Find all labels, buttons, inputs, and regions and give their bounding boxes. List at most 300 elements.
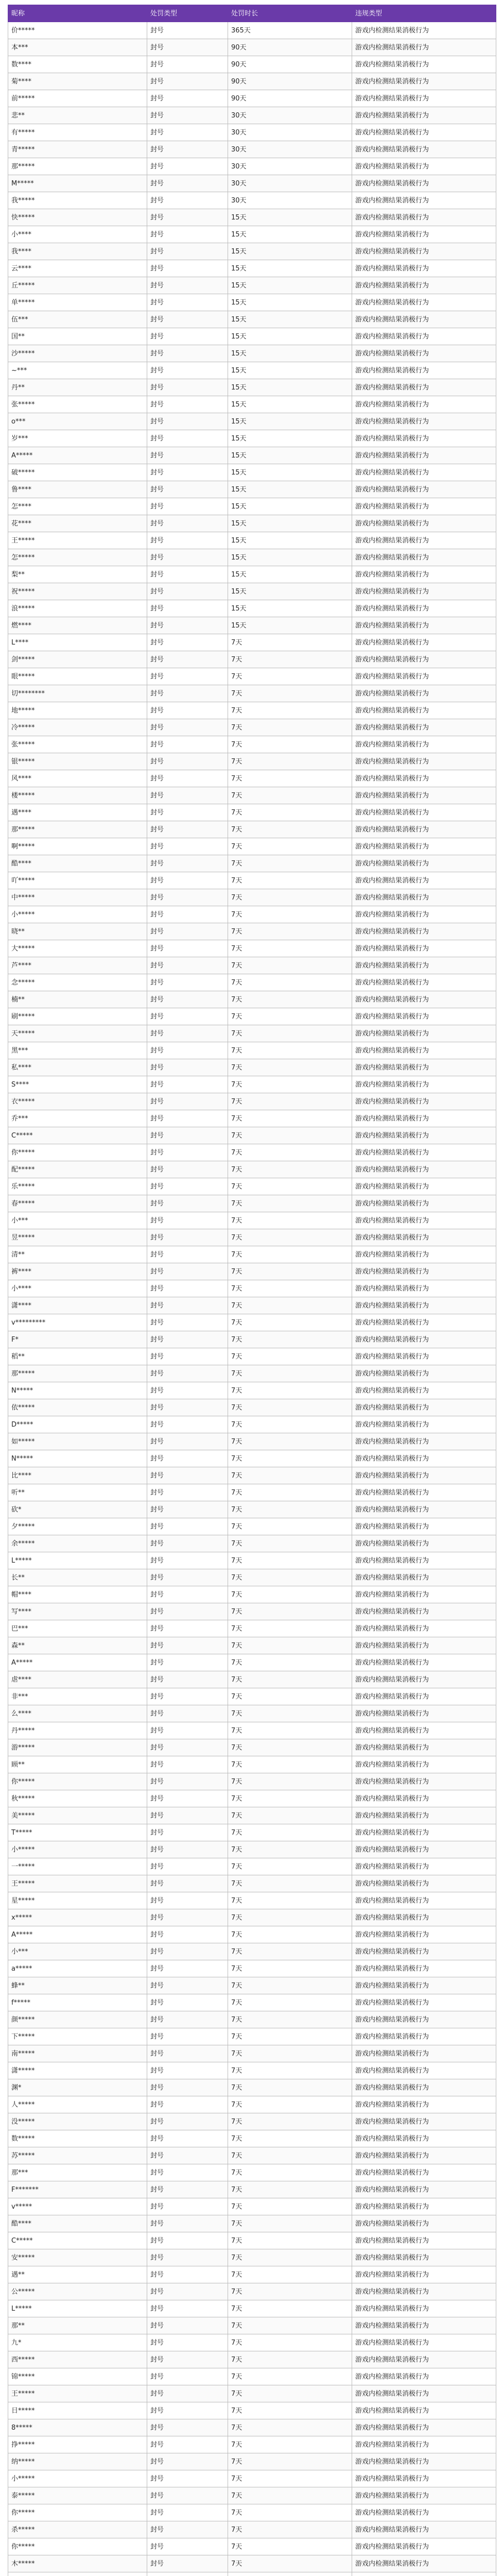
cell-penalty-duration: 7天 bbox=[228, 1297, 352, 1314]
cell-nickname: 你***** bbox=[8, 1144, 147, 1161]
cell-penalty-type: 封号 bbox=[147, 1467, 228, 1484]
cell-nickname: 没***** bbox=[8, 2113, 147, 2130]
cell-nickname: 你***** bbox=[8, 2538, 147, 2555]
table-row bbox=[8, 192, 496, 209]
cell-penalty-type: 封号 bbox=[147, 311, 228, 328]
cell-penalty-duration: 7天 bbox=[228, 2402, 352, 2419]
cell-violation-type: 游戏内检测结果消极行为 bbox=[352, 1297, 496, 1314]
cell-penalty-duration: 7天 bbox=[228, 1909, 352, 1926]
cell-penalty-duration: 15天 bbox=[228, 583, 352, 600]
cell-penalty-duration: 7天 bbox=[228, 1263, 352, 1280]
cell-nickname: 渊* bbox=[8, 2079, 147, 2096]
cell-penalty-type: 封号 bbox=[147, 277, 228, 294]
table-row bbox=[8, 1807, 496, 1824]
cell-penalty-duration: 15天 bbox=[228, 294, 352, 311]
cell-penalty-duration: 15天 bbox=[228, 226, 352, 243]
cell-penalty-type: 封号 bbox=[147, 2470, 228, 2487]
cell-penalty-duration: 7天 bbox=[228, 2011, 352, 2028]
cell-violation-type: 游戏内检测结果消极行为 bbox=[352, 1841, 496, 1858]
cell-penalty-type: 封号 bbox=[147, 1433, 228, 1450]
cell-violation-type: 游戏内检测结果消极行为 bbox=[352, 107, 496, 124]
table-row bbox=[8, 1943, 496, 1960]
cell-penalty-duration: 30天 bbox=[228, 158, 352, 175]
cell-violation-type: 游戏内检测结果消极行为 bbox=[352, 243, 496, 260]
cell-penalty-duration: 7天 bbox=[228, 1569, 352, 1586]
cell-nickname: 8***** bbox=[8, 2419, 147, 2436]
cell-penalty-type: 封号 bbox=[147, 1365, 228, 1382]
table-row bbox=[8, 2300, 496, 2317]
cell-nickname: 那*** bbox=[8, 2164, 147, 2181]
cell-nickname: 有***** bbox=[8, 124, 147, 141]
cell-penalty-type: 封号 bbox=[147, 1297, 228, 1314]
cell-nickname: 小***** bbox=[8, 1841, 147, 1858]
cell-penalty-duration: 7天 bbox=[228, 1518, 352, 1535]
cell-penalty-type: 封号 bbox=[147, 2045, 228, 2062]
cell-nickname: 菊**** bbox=[8, 73, 147, 90]
cell-nickname: 数**** bbox=[8, 56, 147, 73]
cell-penalty-duration: 7天 bbox=[228, 2249, 352, 2266]
table-row bbox=[8, 1620, 496, 1637]
cell-penalty-type: 封号 bbox=[147, 2147, 228, 2164]
cell-nickname: 单***** bbox=[8, 294, 147, 311]
cell-penalty-type: 封号 bbox=[147, 685, 228, 702]
table-row bbox=[8, 1688, 496, 1705]
cell-nickname: 小***** bbox=[8, 2470, 147, 2487]
cell-penalty-type: 封号 bbox=[147, 73, 228, 90]
cell-penalty-duration: 7天 bbox=[228, 2300, 352, 2317]
cell-penalty-type: 封号 bbox=[147, 1773, 228, 1790]
cell-penalty-type: 封号 bbox=[147, 1416, 228, 1433]
cell-violation-type: 游戏内检测结果消极行为 bbox=[352, 719, 496, 736]
table-row bbox=[8, 668, 496, 685]
table-row bbox=[8, 1229, 496, 1246]
cell-nickname: 数***** bbox=[8, 2130, 147, 2147]
cell-penalty-duration: 7天 bbox=[228, 2317, 352, 2334]
cell-nickname: 砍* bbox=[8, 1501, 147, 1518]
table-row bbox=[8, 90, 496, 107]
cell-penalty-duration: 7天 bbox=[228, 1671, 352, 1688]
cell-violation-type: 游戏内检测结果消极行为 bbox=[352, 1603, 496, 1620]
cell-penalty-type: 封号 bbox=[147, 1688, 228, 1705]
cell-nickname: 剑***** bbox=[8, 651, 147, 668]
cell-nickname: D***** bbox=[8, 1416, 147, 1433]
cell-violation-type: 游戏内检测结果消极行为 bbox=[352, 787, 496, 804]
table-row bbox=[8, 804, 496, 821]
cell-penalty-type: 封号 bbox=[147, 90, 228, 107]
cell-violation-type: 游戏内检测结果消极行为 bbox=[352, 566, 496, 583]
cell-violation-type: 游戏内检测结果消极行为 bbox=[352, 1195, 496, 1212]
cell-penalty-type: 封号 bbox=[147, 1331, 228, 1348]
cell-penalty-type: 封号 bbox=[147, 770, 228, 787]
cell-violation-type: 游戏内检测结果消极行为 bbox=[352, 957, 496, 974]
cell-nickname: 小*** bbox=[8, 1943, 147, 1960]
table-row bbox=[8, 1416, 496, 1433]
table-row bbox=[8, 1518, 496, 1535]
table-row bbox=[8, 736, 496, 753]
cell-nickname: 花**** bbox=[8, 515, 147, 532]
table-row bbox=[8, 1144, 496, 1161]
cell-nickname: 破***** bbox=[8, 464, 147, 481]
cell-penalty-type: 封号 bbox=[147, 1518, 228, 1535]
cell-penalty-type: 封号 bbox=[147, 702, 228, 719]
cell-nickname: 云**** bbox=[8, 260, 147, 277]
cell-penalty-duration: 7天 bbox=[228, 1416, 352, 1433]
cell-penalty-type: 封号 bbox=[147, 1722, 228, 1739]
cell-nickname: a***** bbox=[8, 1960, 147, 1977]
cell-nickname: 日***** bbox=[8, 2402, 147, 2419]
cell-nickname: L**** bbox=[8, 634, 147, 651]
cell-violation-type: 游戏内检测结果消极行为 bbox=[352, 430, 496, 447]
cell-penalty-type: 封号 bbox=[147, 1076, 228, 1093]
cell-penalty-duration: 7天 bbox=[228, 1892, 352, 1909]
cell-nickname: x***** bbox=[8, 1909, 147, 1926]
cell-nickname: ~*** bbox=[8, 362, 147, 379]
table-row bbox=[8, 1824, 496, 1841]
table-row bbox=[8, 1484, 496, 1501]
cell-nickname: 蜂** bbox=[8, 1977, 147, 1994]
cell-nickname: 眼***** bbox=[8, 668, 147, 685]
cell-penalty-duration: 15天 bbox=[228, 549, 352, 566]
cell-violation-type: 游戏内检测结果消极行为 bbox=[352, 1909, 496, 1926]
cell-penalty-duration: 7天 bbox=[228, 1603, 352, 1620]
table-row bbox=[8, 1909, 496, 1926]
cell-nickname: 人***** bbox=[8, 2096, 147, 2113]
cell-nickname: 余***** bbox=[8, 1535, 147, 1552]
cell-penalty-type: 封号 bbox=[147, 1790, 228, 1807]
cell-penalty-duration: 7天 bbox=[228, 651, 352, 668]
cell-penalty-type: 封号 bbox=[147, 872, 228, 889]
cell-penalty-duration: 7天 bbox=[228, 1688, 352, 1705]
cell-violation-type: 游戏内检测结果消极行为 bbox=[352, 906, 496, 923]
cell-penalty-type: 封号 bbox=[147, 107, 228, 124]
cell-penalty-type: 封号 bbox=[147, 175, 228, 192]
cell-violation-type: 游戏内检测结果消极行为 bbox=[352, 855, 496, 872]
cell-penalty-duration: 7天 bbox=[228, 753, 352, 770]
cell-penalty-type: 封号 bbox=[147, 804, 228, 821]
table-row bbox=[8, 2453, 496, 2470]
cell-violation-type: 游戏内检测结果消极行为 bbox=[352, 940, 496, 957]
cell-penalty-duration: 15天 bbox=[228, 481, 352, 498]
cell-nickname: 泰***** bbox=[8, 2487, 147, 2504]
cell-penalty-type: 封号 bbox=[147, 1943, 228, 1960]
cell-penalty-duration: 7天 bbox=[228, 719, 352, 736]
cell-penalty-duration: 7天 bbox=[228, 1586, 352, 1603]
table-row bbox=[8, 617, 496, 634]
cell-violation-type: 游戏内检测结果消极行为 bbox=[352, 1314, 496, 1331]
cell-penalty-type: 封号 bbox=[147, 2011, 228, 2028]
table-row bbox=[8, 1280, 496, 1297]
header-nickname: 昵称 bbox=[8, 5, 147, 22]
table-row bbox=[8, 2385, 496, 2402]
cell-penalty-duration: 7天 bbox=[228, 1824, 352, 1841]
cell-penalty-duration: 15天 bbox=[228, 430, 352, 447]
cell-penalty-type: 封号 bbox=[147, 39, 228, 56]
table-row bbox=[8, 974, 496, 991]
cell-penalty-type: 封号 bbox=[147, 889, 228, 906]
cell-penalty-duration: 7天 bbox=[228, 1858, 352, 1875]
cell-violation-type: 游戏内检测结果消极行为 bbox=[352, 770, 496, 787]
cell-penalty-duration: 7天 bbox=[228, 1875, 352, 1892]
cell-penalty-duration: 7天 bbox=[228, 1450, 352, 1467]
cell-penalty-type: 封号 bbox=[147, 1178, 228, 1195]
cell-nickname: 地***** bbox=[8, 702, 147, 719]
cell-penalty-duration: 7天 bbox=[228, 2266, 352, 2283]
cell-penalty-duration: 7天 bbox=[228, 2113, 352, 2130]
cell-violation-type: 游戏内检测结果消极行为 bbox=[352, 1246, 496, 1263]
cell-violation-type: 游戏内检测结果消极行为 bbox=[352, 1824, 496, 1841]
cell-penalty-type: 封号 bbox=[147, 1280, 228, 1297]
cell-penalty-type: 封号 bbox=[147, 1093, 228, 1110]
cell-penalty-type: 封号 bbox=[147, 2402, 228, 2419]
cell-penalty-type: 封号 bbox=[147, 1059, 228, 1076]
cell-nickname: N***** bbox=[8, 1382, 147, 1399]
cell-penalty-duration: 7天 bbox=[228, 2351, 352, 2368]
cell-nickname: 乔*** bbox=[8, 1110, 147, 1127]
table-row bbox=[8, 1110, 496, 1127]
table-row bbox=[8, 2079, 496, 2096]
cell-penalty-duration: 7天 bbox=[228, 1773, 352, 1790]
cell-penalty-type: 封号 bbox=[147, 515, 228, 532]
cell-nickname: 本*** bbox=[8, 39, 147, 56]
cell-penalty-type: 封号 bbox=[147, 787, 228, 804]
cell-nickname: 乐***** bbox=[8, 1178, 147, 1195]
cell-penalty-type: 封号 bbox=[147, 940, 228, 957]
cell-penalty-duration: 7天 bbox=[228, 1501, 352, 1518]
cell-penalty-type: 封号 bbox=[147, 2538, 228, 2555]
cell-penalty-type: 封号 bbox=[147, 974, 228, 991]
cell-nickname: 纳***** bbox=[8, 2453, 147, 2470]
cell-violation-type: 游戏内检测结果消极行为 bbox=[352, 1348, 496, 1365]
cell-nickname: 切******** bbox=[8, 685, 147, 702]
cell-penalty-duration: 7天 bbox=[228, 1365, 352, 1382]
cell-penalty-duration: 15天 bbox=[228, 311, 352, 328]
table-row bbox=[8, 1382, 496, 1399]
cell-penalty-duration: 7天 bbox=[228, 2283, 352, 2300]
cell-violation-type: 游戏内检测结果消极行为 bbox=[352, 1892, 496, 1909]
table-row bbox=[8, 481, 496, 498]
cell-violation-type: 游戏内检测结果消极行为 bbox=[352, 1093, 496, 1110]
cell-penalty-duration: 7天 bbox=[228, 821, 352, 838]
cell-penalty-type: 封号 bbox=[147, 566, 228, 583]
cell-nickname: 张***** bbox=[8, 736, 147, 753]
cell-penalty-duration: 7天 bbox=[228, 1314, 352, 1331]
cell-violation-type: 游戏内检测结果消极行为 bbox=[352, 464, 496, 481]
cell-violation-type: 游戏内检测结果消极行为 bbox=[352, 821, 496, 838]
table-row bbox=[8, 73, 496, 90]
table-row bbox=[8, 923, 496, 940]
table-row bbox=[8, 1093, 496, 1110]
cell-violation-type: 游戏内检测结果消极行为 bbox=[352, 872, 496, 889]
cell-penalty-type: 封号 bbox=[147, 2317, 228, 2334]
cell-penalty-type: 封号 bbox=[147, 753, 228, 770]
cell-penalty-duration: 7天 bbox=[228, 1076, 352, 1093]
cell-penalty-type: 封号 bbox=[147, 379, 228, 396]
cell-penalty-duration: 15天 bbox=[228, 209, 352, 226]
cell-violation-type: 游戏内检测结果消极行为 bbox=[352, 2147, 496, 2164]
table-row bbox=[8, 56, 496, 73]
cell-violation-type: 游戏内检测结果消极行为 bbox=[352, 2385, 496, 2402]
cell-penalty-duration: 7天 bbox=[228, 1994, 352, 2011]
cell-nickname: L***** bbox=[8, 2300, 147, 2317]
cell-nickname: T***** bbox=[8, 1824, 147, 1841]
cell-penalty-type: 封号 bbox=[147, 1671, 228, 1688]
cell-violation-type: 游戏内检测结果消极行为 bbox=[352, 1178, 496, 1195]
cell-violation-type: 游戏内检测结果消极行为 bbox=[352, 2300, 496, 2317]
cell-nickname: 依***** bbox=[8, 1399, 147, 1416]
cell-penalty-type: 封号 bbox=[147, 1603, 228, 1620]
table-row bbox=[8, 2164, 496, 2181]
header-penalty-type: 处罚类型 bbox=[147, 5, 228, 22]
table-row bbox=[8, 1858, 496, 1875]
cell-penalty-type: 封号 bbox=[147, 1110, 228, 1127]
table-row bbox=[8, 175, 496, 192]
cell-penalty-duration: 7天 bbox=[228, 1008, 352, 1025]
table-row bbox=[8, 685, 496, 702]
cell-penalty-duration: 7天 bbox=[228, 889, 352, 906]
cell-violation-type: 游戏内检测结果消极行为 bbox=[352, 1807, 496, 1824]
table-row bbox=[8, 413, 496, 430]
cell-violation-type: 游戏内检测结果消极行为 bbox=[352, 532, 496, 549]
table-row bbox=[8, 1892, 496, 1909]
cell-penalty-duration: 15天 bbox=[228, 277, 352, 294]
table-row bbox=[8, 1059, 496, 1076]
table-row bbox=[8, 634, 496, 651]
cell-violation-type: 游戏内检测结果消极行为 bbox=[352, 1467, 496, 1484]
cell-penalty-type: 封号 bbox=[147, 447, 228, 464]
cell-violation-type: 游戏内检测结果消极行为 bbox=[352, 1926, 496, 1943]
cell-violation-type: 游戏内检测结果消极行为 bbox=[352, 515, 496, 532]
table-row bbox=[8, 2198, 496, 2215]
cell-penalty-duration: 15天 bbox=[228, 447, 352, 464]
cell-violation-type: 游戏内检测结果消极行为 bbox=[352, 2351, 496, 2368]
cell-penalty-type: 封号 bbox=[147, 1739, 228, 1756]
cell-penalty-duration: 7天 bbox=[228, 2504, 352, 2521]
cell-penalty-duration: 7天 bbox=[228, 923, 352, 940]
cell-violation-type: 游戏内检测结果消极行为 bbox=[352, 923, 496, 940]
cell-nickname: 晓** bbox=[8, 923, 147, 940]
cell-violation-type: 游戏内检测结果消极行为 bbox=[352, 1229, 496, 1246]
cell-violation-type: 游戏内检测结果消极行为 bbox=[352, 1331, 496, 1348]
cell-nickname: 大***** bbox=[8, 940, 147, 957]
table-row bbox=[8, 2317, 496, 2334]
cell-nickname: 楼***** bbox=[8, 787, 147, 804]
cell-violation-type: 游戏内检测结果消极行为 bbox=[352, 889, 496, 906]
cell-nickname: N***** bbox=[8, 1450, 147, 1467]
cell-penalty-type: 封号 bbox=[147, 1586, 228, 1603]
cell-violation-type: 游戏内检测结果消极行为 bbox=[352, 1773, 496, 1790]
table-row bbox=[8, 430, 496, 447]
cell-violation-type: 游戏内检测结果消极行为 bbox=[352, 2334, 496, 2351]
table-row bbox=[8, 2028, 496, 2045]
table-row bbox=[8, 2181, 496, 2198]
cell-penalty-type: 封号 bbox=[147, 1229, 228, 1246]
cell-violation-type: 游戏内检测结果消极行为 bbox=[352, 2266, 496, 2283]
table-row bbox=[8, 2249, 496, 2266]
cell-nickname: 伍*** bbox=[8, 311, 147, 328]
cell-penalty-type: 封号 bbox=[147, 2130, 228, 2147]
cell-violation-type: 游戏内检测结果消极行为 bbox=[352, 974, 496, 991]
table-row bbox=[8, 2096, 496, 2113]
cell-penalty-type: 封号 bbox=[147, 1042, 228, 1059]
cell-penalty-type: 封号 bbox=[147, 498, 228, 515]
table-row bbox=[8, 498, 496, 515]
cell-penalty-type: 封号 bbox=[147, 668, 228, 685]
cell-penalty-duration: 7天 bbox=[228, 1654, 352, 1671]
cell-nickname: 遇**** bbox=[8, 804, 147, 821]
cell-penalty-duration: 7天 bbox=[228, 1535, 352, 1552]
cell-penalty-duration: 7天 bbox=[228, 2079, 352, 2096]
cell-penalty-duration: 7天 bbox=[228, 1790, 352, 1807]
cell-violation-type: 游戏内检测结果消极行为 bbox=[352, 1518, 496, 1535]
cell-penalty-duration: 15天 bbox=[228, 600, 352, 617]
cell-penalty-type: 封号 bbox=[147, 260, 228, 277]
cell-penalty-duration: 7天 bbox=[228, 940, 352, 957]
table-row bbox=[8, 770, 496, 787]
cell-violation-type: 游戏内检测结果消极行为 bbox=[352, 1025, 496, 1042]
cell-violation-type: 游戏内检测结果消极行为 bbox=[352, 2198, 496, 2215]
penalty-table bbox=[8, 5, 496, 2576]
cell-penalty-type: 封号 bbox=[147, 464, 228, 481]
table-row bbox=[8, 379, 496, 396]
cell-violation-type: 游戏内检测结果消极行为 bbox=[352, 2538, 496, 2555]
cell-penalty-duration: 7天 bbox=[228, 770, 352, 787]
table-row bbox=[8, 345, 496, 362]
cell-violation-type: 游戏内检测结果消极行为 bbox=[352, 617, 496, 634]
cell-violation-type: 游戏内检测结果消极行为 bbox=[352, 124, 496, 141]
table-row bbox=[8, 1246, 496, 1263]
cell-violation-type: 游戏内检测结果消极行为 bbox=[352, 498, 496, 515]
cell-nickname: M***** bbox=[8, 175, 147, 192]
cell-nickname: 黑*** bbox=[8, 1042, 147, 1059]
cell-violation-type: 游戏内检测结果消极行为 bbox=[352, 804, 496, 821]
table-row bbox=[8, 1603, 496, 1620]
cell-penalty-type: 封号 bbox=[147, 1994, 228, 2011]
table-row bbox=[8, 1637, 496, 1654]
cell-penalty-type: 封号 bbox=[147, 855, 228, 872]
table-row bbox=[8, 2062, 496, 2079]
table-row bbox=[8, 600, 496, 617]
table-row bbox=[8, 2487, 496, 2504]
cell-violation-type: 游戏内检测结果消极行为 bbox=[352, 277, 496, 294]
table-row bbox=[8, 158, 496, 175]
cell-nickname: 祝***** bbox=[8, 583, 147, 600]
cell-nickname: 清** bbox=[8, 1246, 147, 1263]
cell-penalty-duration: 90天 bbox=[228, 39, 352, 56]
cell-penalty-duration: 365天 bbox=[228, 22, 352, 39]
table-row bbox=[8, 2555, 496, 2572]
cell-penalty-type: 封号 bbox=[147, 328, 228, 345]
cell-nickname: 岁*** bbox=[8, 430, 147, 447]
cell-penalty-type bbox=[147, 2572, 228, 2576]
cell-penalty-duration: 7天 bbox=[228, 1722, 352, 1739]
cell-violation-type: 游戏内检测结果消极行为 bbox=[352, 2045, 496, 2062]
table-row bbox=[8, 821, 496, 838]
cell-violation-type: 游戏内检测结果消极行为 bbox=[352, 226, 496, 243]
table-row bbox=[8, 396, 496, 413]
table-row bbox=[8, 1195, 496, 1212]
cell-nickname: 听** bbox=[8, 1484, 147, 1501]
table-row bbox=[8, 1671, 496, 1688]
cell-violation-type: 游戏内检测结果消极行为 bbox=[352, 1586, 496, 1603]
cell-violation-type: 游戏内检测结果消极行为 bbox=[352, 2215, 496, 2232]
cell-nickname: 风**** bbox=[8, 770, 147, 787]
header-violation-type: 违规类型 bbox=[352, 5, 496, 22]
cell-penalty-duration: 7天 bbox=[228, 1127, 352, 1144]
cell-penalty-duration: 90天 bbox=[228, 73, 352, 90]
cell-penalty-type: 封号 bbox=[147, 2453, 228, 2470]
table-row bbox=[8, 957, 496, 974]
table-row bbox=[8, 1569, 496, 1586]
